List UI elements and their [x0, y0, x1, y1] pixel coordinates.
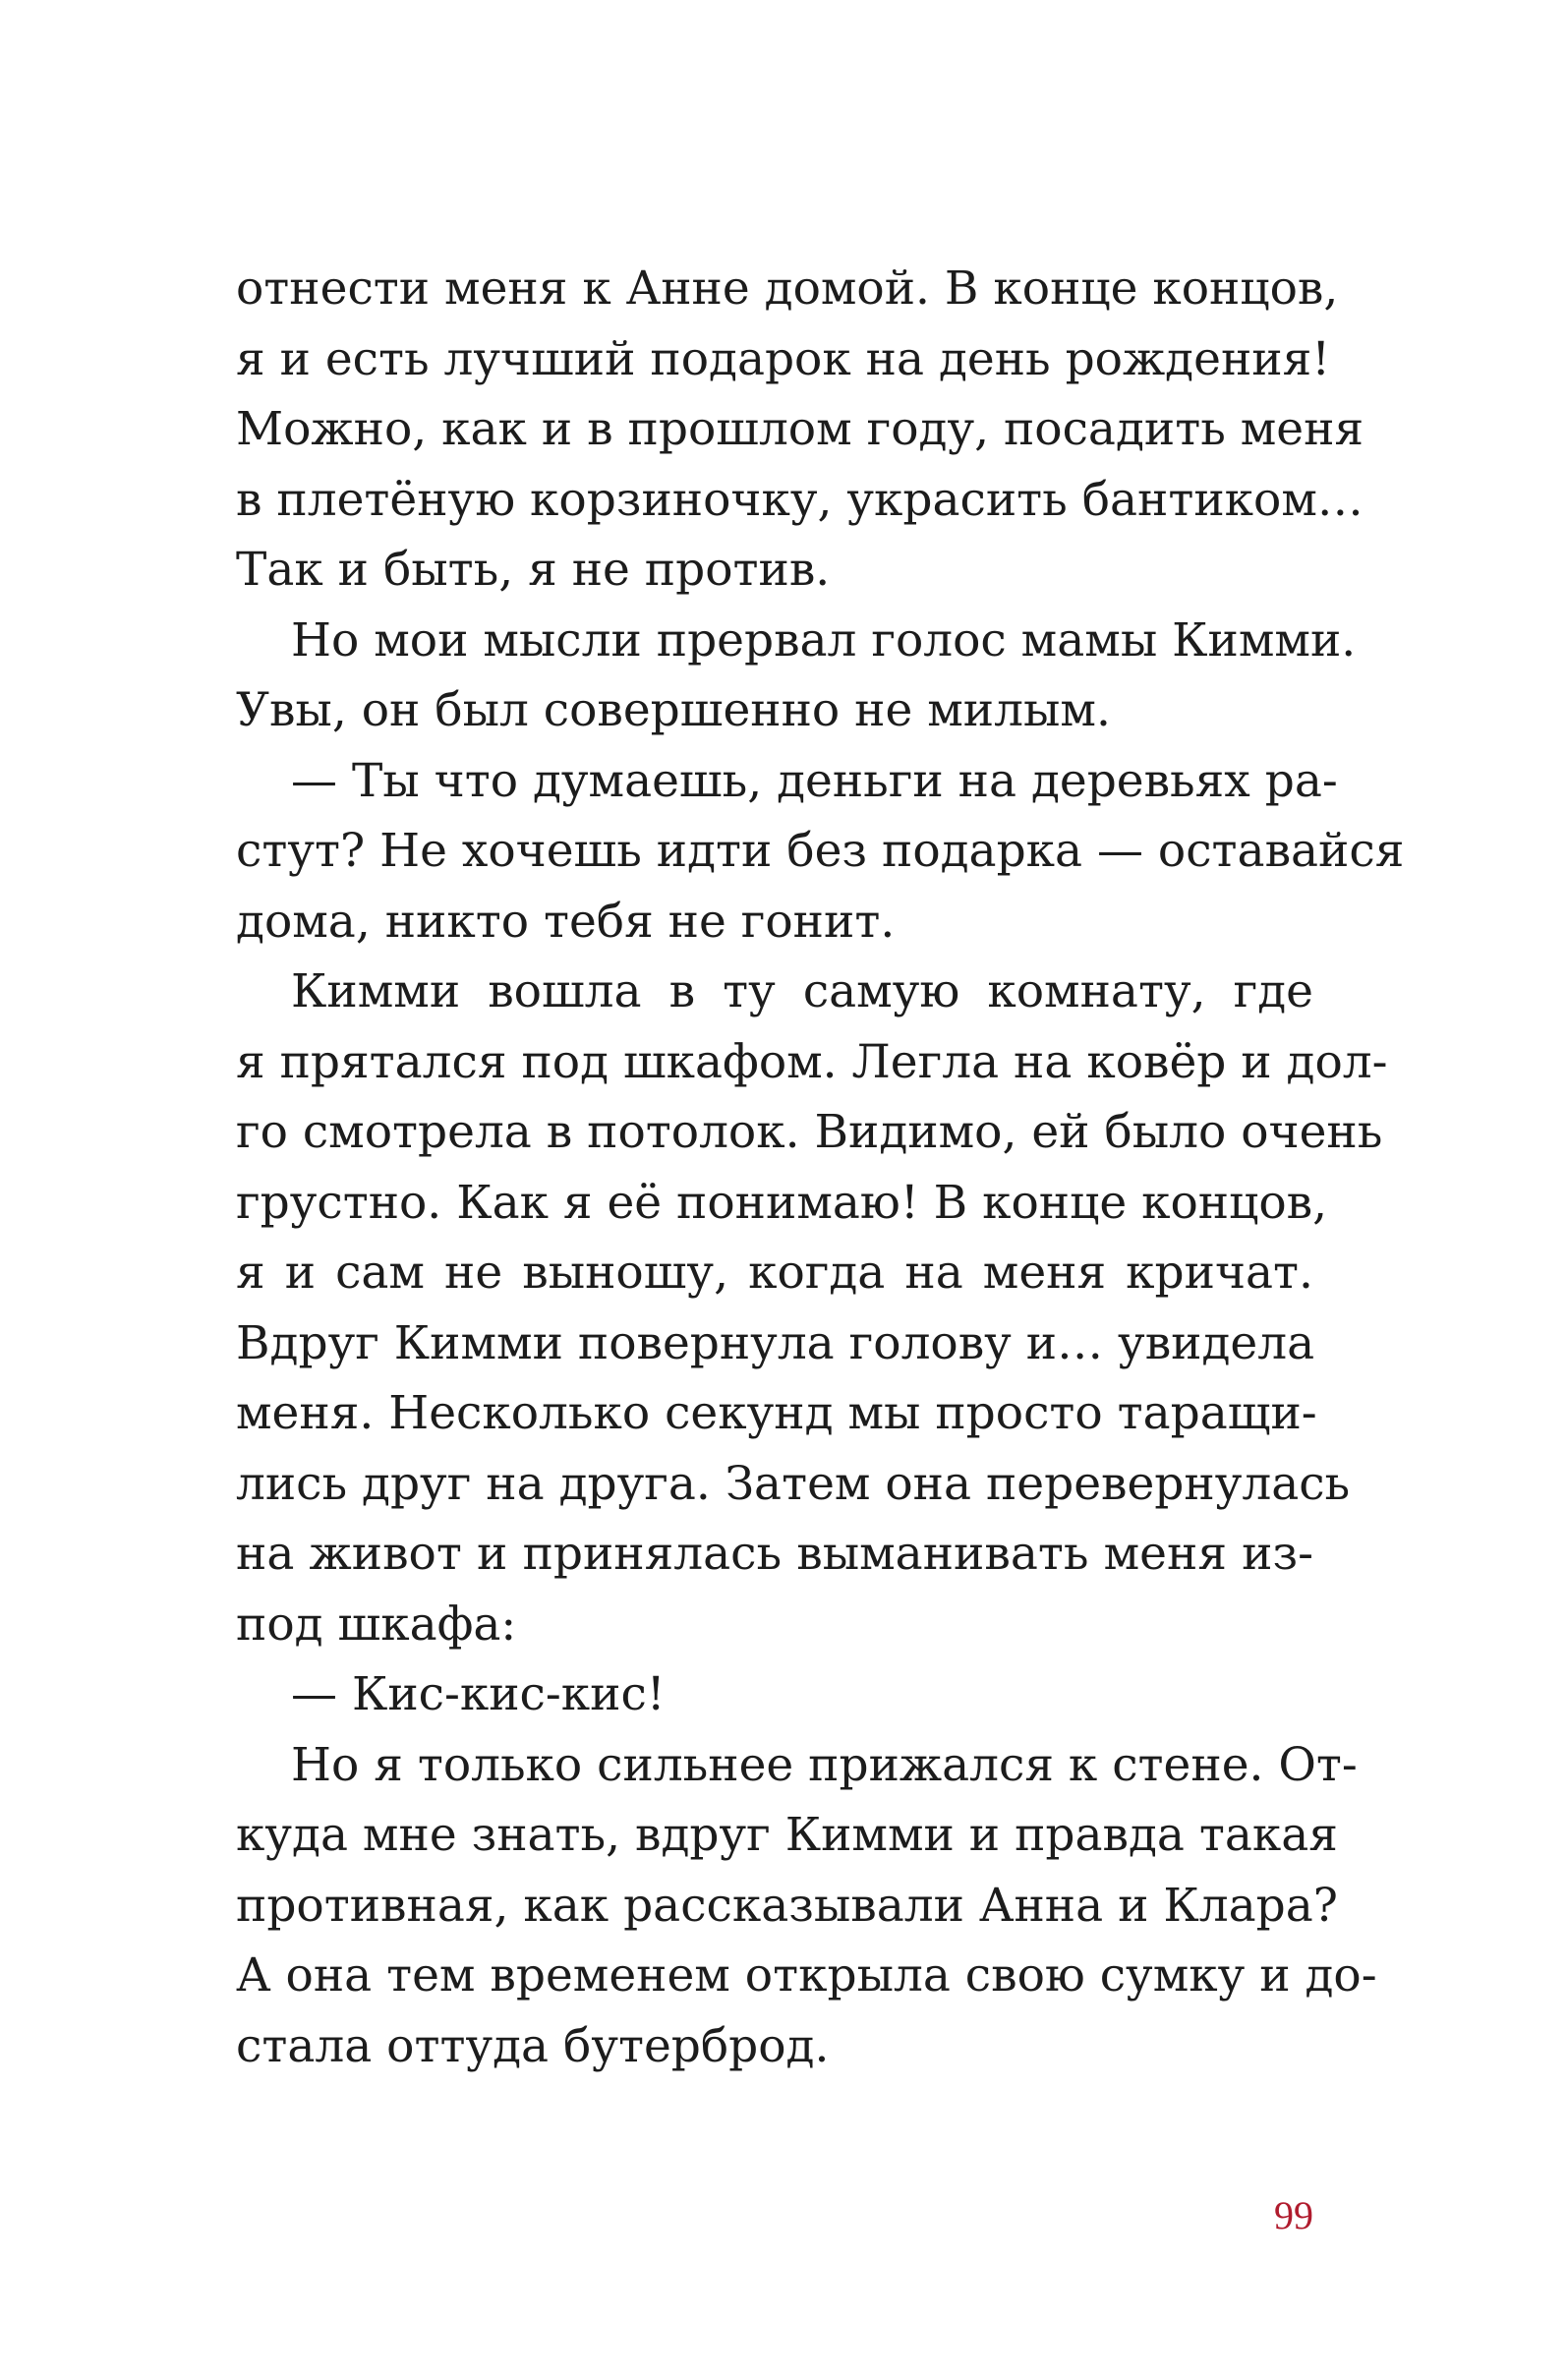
text-line: — Кис-кис-кис! — [291, 1667, 666, 1721]
text-line: противная, как рассказывали Анна и Клара? — [236, 1878, 1338, 1933]
text-line: я и сам не выношу, когда на меня кричат. — [236, 1246, 1313, 1300]
page-number: 99 — [1274, 2193, 1313, 2237]
paragraph — [236, 1730, 1377, 2082]
text-line: Вдруг Кимми повернула голову и… увидела — [236, 1315, 1315, 1370]
dialogue-paragraph — [236, 746, 1405, 958]
text-line: Но я только сильнее прижался к стене. От- — [291, 1737, 1358, 1792]
text-line: я и есть лучший подарок на день рождения! — [236, 331, 1331, 386]
text-line: — Ты что думаешь, деньги на деревьях ра- — [291, 753, 1338, 808]
text-line: меня. Несколько секунд мы просто таращи- — [236, 1386, 1317, 1440]
text-line: грустно. Как я её понимаю! В конце концов, — [236, 1175, 1328, 1230]
text-line: Так и быть, я не против. — [236, 543, 831, 597]
paragraph — [236, 957, 1388, 1659]
text-line: под шкафа: — [236, 1596, 517, 1652]
body-text — [236, 254, 1405, 2081]
text-line: стут? Не хочешь идти без подарка — оставайся — [236, 824, 1405, 878]
text-line: дома, никто тебя не гонит. — [236, 894, 896, 949]
text-line: го смотрела в потолок. Видимо, ей было очень — [236, 1105, 1383, 1159]
text-line: Можно, как и в прошлом году, посадить меня — [236, 402, 1364, 456]
text-line: я прятался под шкафом. Легла на ковёр и дол- — [236, 1034, 1388, 1089]
text-line: на живот и принялась выманивать меня из- — [236, 1527, 1313, 1581]
text-line: лись друг на друга. Затем она перевернулась — [236, 1456, 1351, 1511]
dialogue-paragraph — [236, 1659, 1313, 1730]
text-line: куда мне знать, вдруг Кимми и правда такая — [236, 1808, 1338, 1862]
text-line: Кимми вошла в ту самую комнату, где — [291, 964, 1313, 1018]
text-line: отнести меня к Анне домой. В конце концов, — [236, 261, 1339, 316]
paragraph — [236, 254, 1364, 606]
text-line: стала оттуда бутерброд. — [236, 2018, 830, 2073]
text-line: А она тем временем открыла свою сумку и до- — [236, 1948, 1377, 2003]
text-line: Увы, он был совершенно не милым. — [236, 683, 1111, 737]
text-line: Но мои мысли прервал голос мамы Кимми. — [291, 612, 1357, 668]
paragraph — [236, 606, 1357, 746]
text-line: в плетёную корзиночку, украсить бантиком… — [236, 472, 1364, 527]
